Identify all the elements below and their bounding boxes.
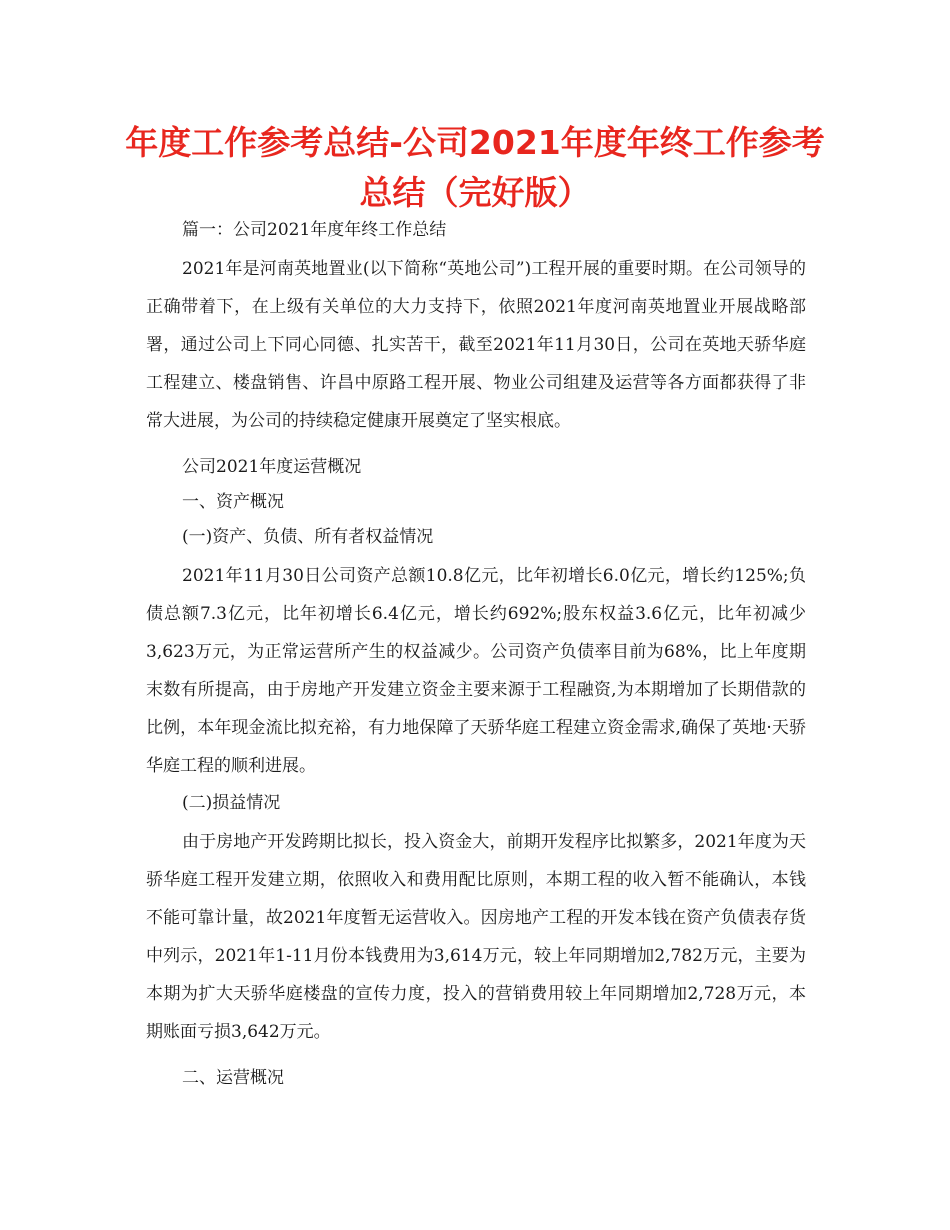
assets-subheading: (一)资产、负债、所有者权益情况 (182, 527, 434, 547)
section-heading-part-one: 篇一：公司2021年度年终工作总结 (182, 220, 447, 240)
assets-paragraph: 2021年11月30日公司资产总额10.8亿元，比年初增长6.0亿元，增长约125%;负债总额7.3亿元，比年初增长6.4亿元，增长约692%;股东权益3.6亿元，比年初减少3,623万元，为正常运营所产生的权益减少。公司资产负债率目前为68%，比上年度期末数有所提高，由于房地产开发建立资金主要来源于工程融资,为本期增加了长期借款的比例，本年现金流比拟充裕，有力地保障了天骄华庭工程建立资金需求,确保了英地·天骄华庭工程的顺利进展。 (146, 566, 806, 776)
intro-paragraph: 2021年是河南英地置业(以下简称“英地公司”)工程开展的重要时期。在公司领导的正确带着下，在上级有关单位的大力支持下，依照2021年度河南英地置业开展战略部署，通过公司上下同心同德、扎实苦干，截至2021年11月30日，公司在英地天骄华庭工程建立、楼盘销售、许昌中原路工程开展、物业公司组建及运营等各方面都获得了非常大进展，为公司的持续稳定健康开展奠定了坚实根底。 (146, 259, 806, 431)
document-title: 年度工作参考总结-公司2021年度年终工作参考总结（完好版） (125, 123, 825, 212)
profit-loss-subheading: (二)损益情况 (182, 793, 281, 813)
assets-heading: 一、资产概况 (182, 492, 284, 512)
overview-heading: 公司2021年度运营概况 (182, 457, 362, 477)
profit-loss-paragraph: 由于房地产开发跨期比拟长，投入资金大，前期开发程序比拟繁多，2021年度为天骄华庭工程开发建立期，依照收入和费用配比原则，本期工程的收入暂不能确认，本钱不能可靠计量，故2021年度暂无运营收入。因房地产工程的开发本钱在资产负债表存货中列示，2021年1-11月份本钱费用为3,614万元，较上年同期增加2,782万元，主要为本期为扩大天骄华庭楼盘的宣传力度，投入的营销费用较上年同期增加2,728万元，本期账面亏损3,642万元。 (146, 832, 806, 1042)
operations-heading: 二、运营概况 (182, 1068, 284, 1088)
document-body (146, 215, 806, 1098)
